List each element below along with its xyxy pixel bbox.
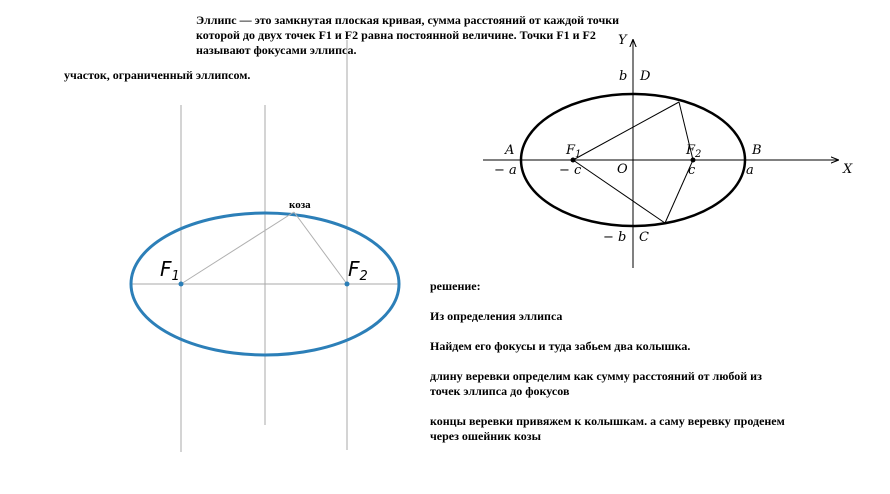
b-label: b bbox=[619, 69, 628, 84]
left-diagram bbox=[130, 40, 400, 452]
point-c-label: C bbox=[639, 230, 649, 245]
definition-line-2: которой до двух точек F1 и F2 равна постоянной величине. Точки F1 и F2 bbox=[196, 28, 596, 42]
solution-heading: решение: bbox=[430, 279, 481, 293]
point-b-label: B bbox=[752, 143, 762, 158]
minus-c-label: − c bbox=[559, 163, 582, 178]
focus-2-peg bbox=[345, 282, 350, 287]
y-axis-label: Y bbox=[618, 33, 627, 48]
x-axis-label: X bbox=[843, 162, 853, 177]
solution-block bbox=[430, 279, 785, 459]
c-label: c bbox=[688, 163, 696, 178]
rope-goat-to-f2 bbox=[294, 212, 347, 284]
minus-a-label: − a bbox=[494, 163, 517, 178]
focus-1-label: $F_1$ bbox=[160, 257, 180, 284]
right-diagram bbox=[483, 33, 853, 268]
focus-f2-label: $F_2$ bbox=[686, 143, 702, 160]
line-f1-to-top-point bbox=[573, 102, 679, 160]
definition-line-3: называют фокусами эллипса. bbox=[196, 43, 357, 57]
minus-b-label: − b bbox=[603, 230, 627, 245]
point-d-label: D bbox=[640, 69, 651, 84]
solution-paragraph-3-line-2: точек эллипса до фокусов bbox=[430, 384, 570, 398]
focus-2-label: $F_2$ bbox=[348, 257, 368, 284]
origin-label: O bbox=[617, 162, 628, 177]
definition-line-1: Эллипс — это замкнутая плоская кривая, сумма расстояний от каждой точки bbox=[196, 13, 620, 27]
solution-paragraph-3-line-1: длину веревки определим как сумму расстояний от любой из bbox=[430, 369, 762, 383]
solution-paragraph-4 bbox=[430, 414, 785, 444]
solution-paragraph-4-line-1: концы веревки привяжем к колышкам. а саму веревку проденем bbox=[430, 414, 785, 428]
region-caption: участок, ограниченный эллипсом. bbox=[64, 68, 251, 82]
solution-paragraph-2: Найдем его фокусы и туда забьем два колышка. bbox=[430, 339, 691, 353]
solution-paragraph-3 bbox=[430, 369, 785, 399]
a-label: a bbox=[746, 163, 754, 178]
point-a-label: A bbox=[505, 143, 515, 158]
solution-paragraph-4-line-2: через ошейник козы bbox=[430, 429, 541, 443]
solution-paragraph-1: Из определения эллипса bbox=[430, 309, 563, 323]
goat-label: коза bbox=[289, 199, 311, 211]
focus-f1-label: $F_1$ bbox=[566, 143, 582, 160]
